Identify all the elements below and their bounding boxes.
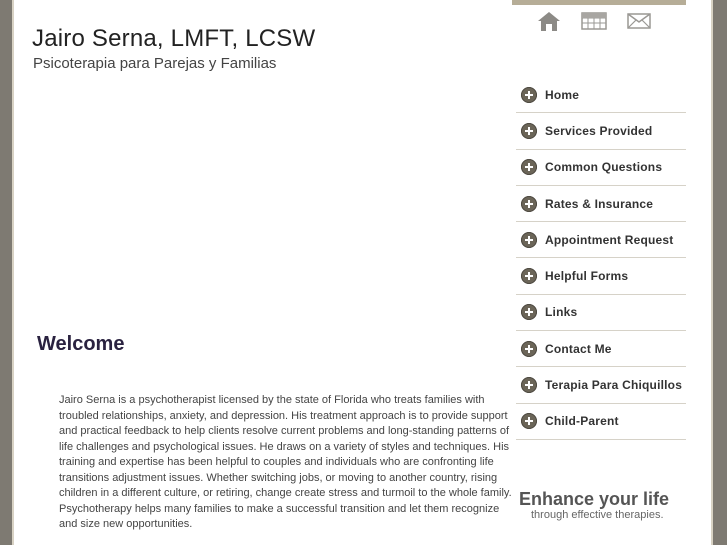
nav-item-rates-insurance[interactable] [516,186,686,222]
nav-item-label: Links [545,305,578,320]
nav-item-home[interactable] [516,77,686,113]
welcome-body-text: Jairo Serna is a psychotherapist licensed by the state of Florida who treats families with troubled relationships, anxiety, and depression. His treatment approach is to provide support and practical feedback to help clients resolve current problems and long-standing patterns of life challenges and psychological issues. He draws on a variety of styles and techniques. His training and expertise has been helpful to couples and individuals who are confronting life transitions adjustment issues. Whether switching jobs, or moving to another country, rising children in a different culture, or retiring, change create stress and turmoil to the whole family. Psychotherapy helps many families to make a successful transition and let them recognize and size new opportunities. [59,394,512,530]
plus-circle-icon [521,196,537,212]
nav-item-label: Rates & Insurance [545,196,654,211]
tagline-title: Enhance your life [519,489,670,509]
nav-item-child-parent[interactable] [516,404,686,440]
home-icon[interactable] [536,10,562,32]
nav-item-label: Helpful Forms [545,269,629,284]
nav-item-label: Terapia Para Chiquillos [545,378,683,393]
sidebar-nav [516,77,686,440]
top-accent-bar [512,0,686,5]
plus-circle-icon [521,341,537,357]
nav-item-label: Services Provided [545,123,653,138]
nav-item-appointment-request[interactable] [516,222,686,258]
site-subtitle: Psicoterapia para Parejas y Familias [33,55,277,72]
nav-item-contact-me[interactable] [516,331,686,367]
left-frame [0,0,12,545]
plus-circle-icon [521,304,537,320]
nav-item-label: Home [545,87,580,102]
plus-circle-icon [521,232,537,248]
top-icon-bar [536,10,666,34]
plus-circle-icon [521,87,537,103]
tagline-subtitle: through effective therapies. [531,509,664,521]
welcome-heading: Welcome [37,333,125,355]
plus-circle-icon [521,123,537,139]
plus-circle-icon [521,377,537,393]
nav-item-terapia-para-chiquillos[interactable] [516,367,686,403]
right-frame-inner [711,0,713,545]
nav-item-label: Common Questions [545,160,663,175]
plus-circle-icon [521,159,537,175]
plus-circle-icon [521,413,537,429]
site-title: Jairo Serna, LMFT, LCSW [32,25,316,52]
mail-icon[interactable] [626,10,652,32]
calendar-icon[interactable] [581,10,607,32]
nav-item-services-provided[interactable] [516,113,686,149]
right-frame [713,0,727,545]
plus-circle-icon [521,268,537,284]
nav-item-common-questions[interactable] [516,150,686,186]
nav-item-label: Appointment Request [545,232,674,247]
nav-item-links[interactable] [516,295,686,331]
nav-item-label: Child-Parent [545,414,619,429]
nav-item-label: Contact Me [545,341,612,356]
left-frame-inner [12,0,14,545]
nav-item-helpful-forms[interactable] [516,258,686,294]
